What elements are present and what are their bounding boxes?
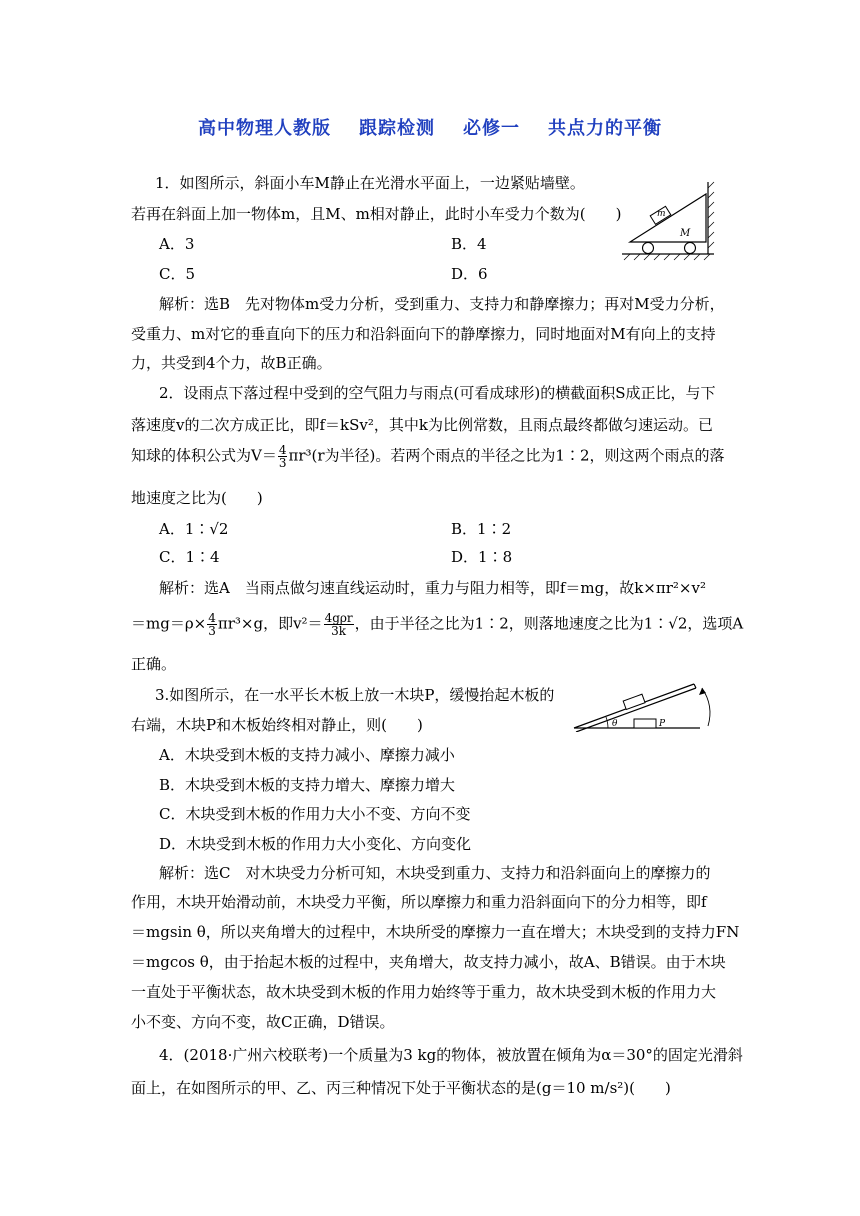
q3-solution-line-3: ＝mgsin θ，所以夹角增大的过程中，木块所受的摩擦力一直在增大；木块受到的支持力FN xyxy=(131,923,740,941)
block-P xyxy=(634,719,656,728)
q2-line-2: 落速度v的二次方成正比，即f＝kSv²，其中k为比例常数，且雨点最终都做匀速运动。已 xyxy=(131,416,713,434)
frac-den: 3k xyxy=(331,624,347,638)
q3-solution-line-4: ＝mgcos θ，由于抬起木板的过程中，夹角增大，故支持力减小，故A、B错误。由于木块 xyxy=(131,953,726,971)
q2-line-3 xyxy=(131,444,725,469)
q3-solution-line-6: 小不变、方向不变，故C正确，D错误。 xyxy=(131,1013,395,1031)
cart-wheel-right xyxy=(685,243,696,254)
q2-option-b: B．1∶2 xyxy=(451,520,512,538)
frac-num: 4 xyxy=(278,443,287,457)
label-m: m xyxy=(657,209,666,219)
q2-option-a: A．1∶√2 xyxy=(159,520,229,538)
angle-arc xyxy=(606,717,608,728)
q2-line-4: 地速度之比为( ) xyxy=(131,489,263,507)
cart-wedge xyxy=(630,194,706,242)
title-part-2: 跟踪检测 xyxy=(359,118,435,139)
q3-option-b: B．木块受到木板的支持力增大、摩擦力增大 xyxy=(159,776,456,794)
q1-cart-figure xyxy=(618,178,724,262)
q2-option-d: D．1∶8 xyxy=(451,548,513,566)
q2-solution-fraction-4-3 xyxy=(207,612,217,637)
q4-line-2: 面上，在如图所示的甲、乙、丙三种情况下处于平衡状态的是(g＝10 m/s²)( ) xyxy=(131,1079,671,1097)
q1-option-c: C．5 xyxy=(159,265,196,283)
q1-line-1: 1．如图所示，斜面小车M静止在光滑水平面上，一边紧贴墙壁。 xyxy=(155,174,585,192)
q1-line-2: 若再在斜面上加一物体m，且M、m相对静止，此时小车受力个数为( ) xyxy=(131,205,622,223)
q1-option-d: D．6 xyxy=(451,265,488,283)
q2-solution-part-3: ，由于半径之比为1∶2，则落地速度之比为1∶√2，选项A xyxy=(354,614,744,633)
q2-solution-line-1: 解析：选A 当雨点做匀速直线运动时，重力与阻力相等，即f＝mg，故k×πr²×v² xyxy=(159,579,706,597)
q4-line-1: 4．(2018·广州六校联考)一个质量为3 kg的物体，被放置在倾角为α＝30°的固定光滑斜 xyxy=(159,1046,743,1064)
q3-solution-line-2: 作用，木块开始滑动前，木块受力平衡，所以摩擦力和重力沿斜面向下的分力相等，即f xyxy=(131,893,707,911)
q2-option-c: C．1∶4 xyxy=(159,548,220,566)
q1-option-b: B．4 xyxy=(451,235,487,253)
q3-solution-line-5: 一直处于平衡状态，故木块受到木板的作用力始终等于重力，故木块受到木板的作用力大 xyxy=(131,983,717,1001)
q3-line-1: 3.如图所示，在一水平长木板上放一木块P，缓慢抬起木板的 xyxy=(155,686,555,704)
title-part-3: 必修一 xyxy=(463,118,520,139)
q3-board-figure xyxy=(570,676,720,732)
q1-solution-line-1: 解析：选B 先对物体m受力分析，受到重力、支持力和静摩擦力；再对M受力分析， xyxy=(159,295,725,313)
q1-solution-line-2: 受重力、m对它的垂直向下的压力和沿斜面向下的静摩擦力，同时地面对M有向上的支持 xyxy=(131,325,716,343)
q1-solution-line-3: 力，共受到4个力，故B正确。 xyxy=(131,354,332,372)
q2-line-3-start: 知球的体积公式为V＝ xyxy=(131,446,277,465)
frac-den: 3 xyxy=(208,624,216,638)
q1-option-a: A．3 xyxy=(159,235,195,253)
label-M: M xyxy=(680,228,691,239)
cart-wheel-left xyxy=(643,243,654,254)
q2-solution-line-3: 正确。 xyxy=(131,655,177,673)
q2-line-1: 2．设雨点下落过程中受到的空气阻力与雨点(可看成球形)的横截面积S成正比，与下 xyxy=(159,384,716,402)
q2-solution-fraction-velocity xyxy=(324,612,354,637)
q2-solution-part-1: ＝mg＝ρ× xyxy=(131,614,207,633)
q3-option-d: D．木块受到木板的作用力大小变化、方向变化 xyxy=(159,835,472,853)
frac-den: 3 xyxy=(278,456,287,470)
block-on-slope xyxy=(623,694,645,709)
q2-solution-part-2: πr³×g，即v²＝ xyxy=(217,614,323,633)
q3-line-2: 右端，木块P和木板始终相对静止，则( ) xyxy=(131,716,423,734)
q3-option-a: A．木块受到木板的支持力减小、摩擦力减小 xyxy=(159,746,455,764)
label-P: P xyxy=(659,719,666,729)
q2-fraction-4-3 xyxy=(278,444,288,469)
q3-solution-line-1: 解析：选C 对木块受力分析可知，木块受到重力、支持力和沿斜面向上的摩擦力的 xyxy=(159,864,711,882)
frac-num: 4gρr xyxy=(324,611,353,625)
q3-option-c: C．木块受到木板的作用力大小不变、方向不变 xyxy=(159,805,471,823)
q2-line-3-end: πr³(r为半径)。若两个雨点的半径之比为1∶2，则这两个雨点的落 xyxy=(288,446,725,465)
frac-num: 4 xyxy=(208,611,216,625)
title-part-4: 共点力的平衡 xyxy=(548,118,662,139)
q2-solution-line-2 xyxy=(131,612,743,637)
page-title xyxy=(0,114,860,140)
label-theta: θ xyxy=(612,719,618,729)
title-part-1: 高中物理人教版 xyxy=(198,118,331,139)
